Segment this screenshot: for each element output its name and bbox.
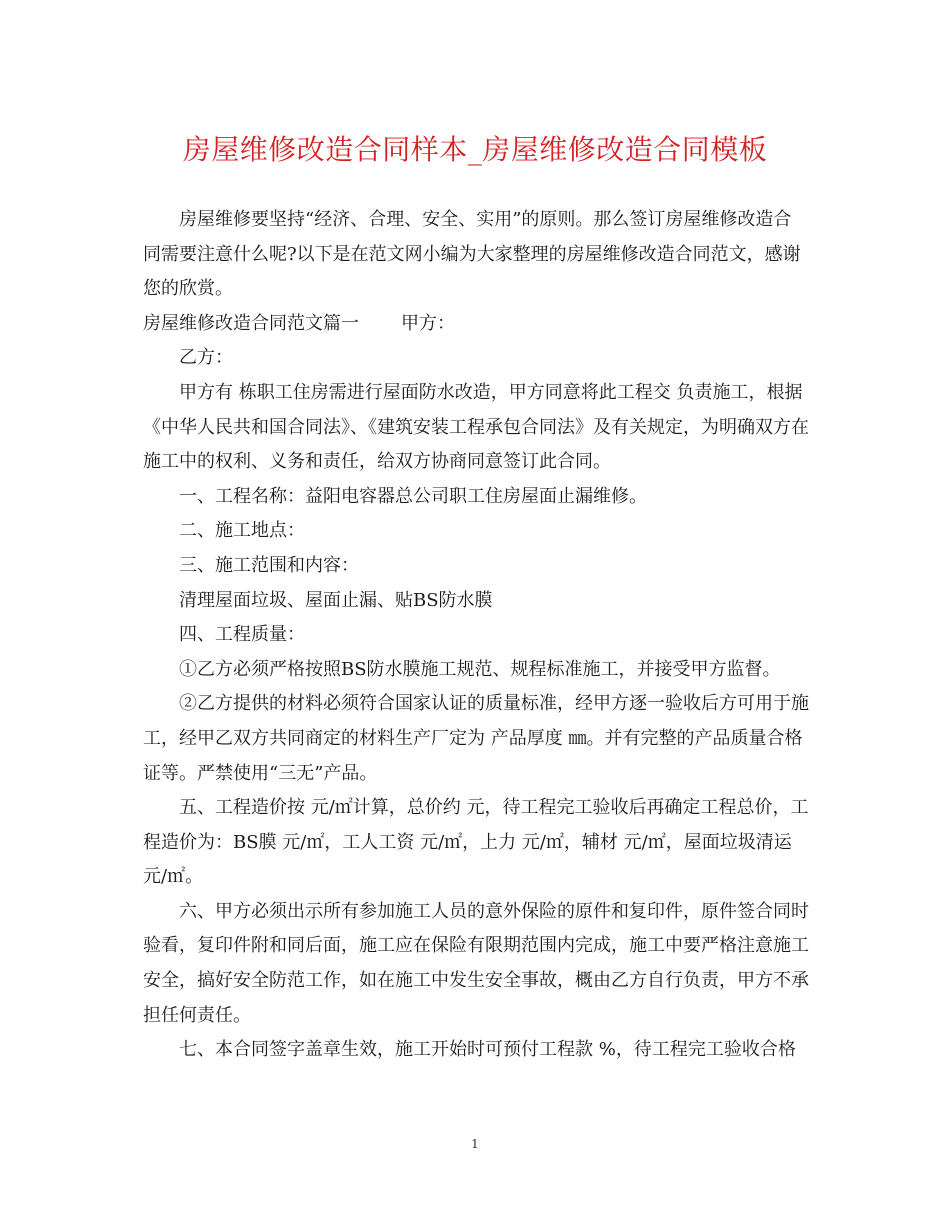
intro-paragraph: 房屋维修要坚持“经济、合理、安全、实用”的原则。那么签订房屋维修改造合同需要注意什么呢?以下是在范文网小编为大家整理的房屋维修改造合同范文，感谢您的欣赏。 [143, 209, 801, 300]
clause-price: 五、工程造价按 元/㎡计算，总价约 元，待工程完工验收后再确定工程总价，工程造价为：BS膜 元/㎡，工人工资 元/㎡，上力 元/㎡，辅材 元/㎡，屋面垃圾清运 元/㎡。 [143, 797, 809, 888]
document-body [143, 203, 809, 1068]
clause-site: 二、施工地点： [179, 520, 305, 542]
clause-effective: 七、本合同签字盖章生效，施工开始时可预付工程款 %，待工程完工验收合格 [179, 1039, 796, 1061]
section-heading: 房屋维修改造合同范文篇一 [143, 312, 359, 334]
clause-quality-point-1: ①乙方必须严格按照BS防水膜施工规范、规程标准施工，并接受甲方监督。 [179, 658, 781, 680]
clause-scope: 三、施工范围和内容： [179, 554, 359, 576]
clause-project-name: 一、工程名称：益阳电容器总公司职工住房屋面止漏维修。 [179, 485, 647, 507]
clause-quality: 四、工程质量： [179, 624, 305, 646]
contract-paragraph: 甲方有 栋职工住房需进行屋面防水改造，甲方同意将此工程交 负责施工，根据《中华人民共和国合同法》、《建筑安装工程承包合同法》及有关规定，为明确双方在施工中的权利、义务和责任，给双方协商同意签订此合同。 [143, 381, 809, 473]
clause-quality-point-2: ②乙方提供的材料必须符合国家认证的质量标准，经甲方逐一验收后方可用于施工，经甲乙双方共同商定的材料生产厂定为 产品厚度 ㎜。并有完整的产品质量合格证等。严禁使用“三无”产品。 [143, 693, 809, 784]
clause-scope-detail: 清理屋面垃圾、屋面止漏、贴BS防水膜 [179, 589, 493, 611]
clause-insurance: 六、甲方必须出示所有参加施工人员的意外保险的原件和复印件，原件签合同时验看，复印件附和同后面，施工应在保险有限期范围内完成，施工中要严格注意施工安全，搞好安全防范工作，如在施工中发生安全事故，概由乙方自行负责，甲方不承担任何责任。 [143, 900, 809, 1026]
party-b-label: 乙方： [179, 347, 233, 369]
page-number: 1 [471, 1137, 479, 1151]
document-title: 房屋维修改造合同样本_房屋维修改造合同模板 [182, 133, 768, 166]
party-a-label: 甲方： [401, 312, 455, 334]
section-heading-line [143, 307, 809, 342]
